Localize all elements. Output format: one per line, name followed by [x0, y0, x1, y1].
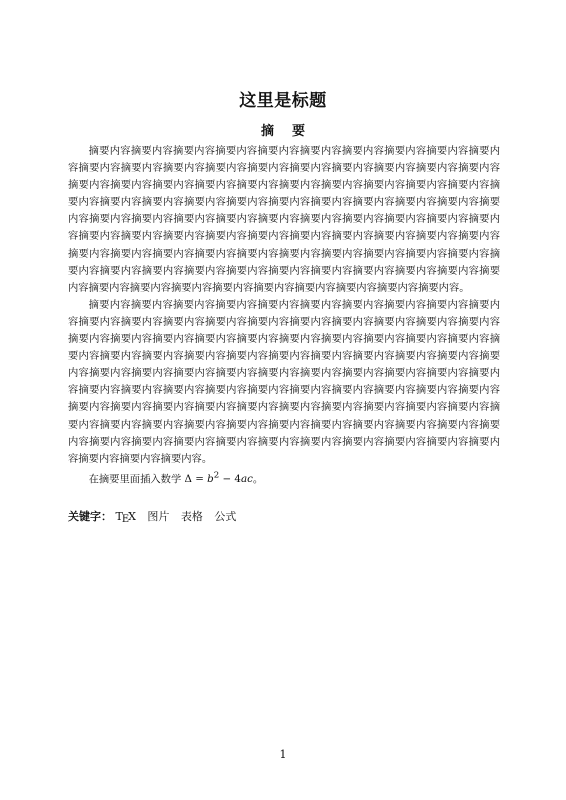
abstract-body	[68, 143, 500, 488]
math-b: b	[207, 473, 214, 486]
keyword-item: 公式	[214, 510, 237, 523]
abstract-paragraph-1: 摘要内容摘要内容摘要内容摘要内容摘要内容摘要内容摘要内容摘要内容摘要内容摘要内容摘要内容摘要内容摘要内容摘要内容摘要内容摘要内容摘要内容摘要内容摘要内容摘要内容摘要内容摘要内容摘要内容摘要内容摘要内容摘要内容摘要内容摘要内容摘要内容摘要内容摘要内容摘要内容摘要内容摘要内容摘要内容摘要内容摘要内容摘要内容摘要内容摘要内容摘要内容摘要内容摘要内容摘要内容摘要内容摘要内容摘要内容摘要内容摘要内容摘要内容摘要内容摘要内容摘要内容摘要内容摘要内容摘要内容摘要内容摘要内容摘要内容摘要内容摘要内容摘要内容摘要内容摘要内容摘要内容摘要内容摘要内容摘要内容摘要内容摘要内容摘要内容摘要内容摘要内容摘要内容摘要内容摘要内容摘要内容摘要内容摘要内容摘要内容摘要内容摘要内容摘要内容摘要内容摘要内容摘要内容摘要内容摘要内容摘要内容摘要内容摘要内容。	[68, 145, 500, 294]
math-sentence	[68, 468, 500, 489]
tex-e: E	[121, 514, 130, 525]
abstract-paragraph-2: 摘要内容摘要内容摘要内容摘要内容摘要内容摘要内容摘要内容摘要内容摘要内容摘要内容摘要内容摘要内容摘要内容摘要内容摘要内容摘要内容摘要内容摘要内容摘要内容摘要内容摘要内容摘要内容摘要内容摘要内容摘要内容摘要内容摘要内容摘要内容摘要内容摘要内容摘要内容摘要内容摘要内容摘要内容摘要内容摘要内容摘要内容摘要内容摘要内容摘要内容摘要内容摘要内容摘要内容摘要内容摘要内容摘要内容摘要内容摘要内容摘要内容摘要内容摘要内容摘要内容摘要内容摘要内容摘要内容摘要内容摘要内容摘要内容摘要内容摘要内容摘要内容摘要内容摘要内容摘要内容摘要内容摘要内容摘要内容摘要内容摘要内容摘要内容摘要内容摘要内容摘要内容摘要内容摘要内容摘要内容摘要内容摘要内容摘要内容摘要内容摘要内容摘要内容摘要内容摘要内容摘要内容摘要内容摘要内容摘要内容摘要内容摘要内容摘要内容摘要内容摘要内容摘要内容摘要内容。	[68, 298, 500, 465]
keyword-tex	[116, 510, 136, 523]
keywords-line	[68, 508, 500, 524]
keyword-item: 图片	[147, 510, 170, 523]
math-exponent: 2	[213, 470, 220, 481]
document-title: 这里是标题	[239, 91, 327, 111]
tex-t: T	[115, 510, 123, 523]
math-equals: =	[191, 473, 208, 486]
math-formula	[184, 470, 253, 486]
math-delta: Δ	[184, 473, 192, 486]
math-sentence-prefix: 在摘要里面插入数学	[88, 473, 182, 486]
math-c: c	[247, 473, 253, 486]
math-a: a	[240, 473, 248, 486]
page-number: 1	[279, 748, 287, 761]
math-sentence-suffix: 。	[252, 473, 264, 486]
tex-x: X	[128, 510, 136, 523]
keywords-label: 关键字：	[68, 510, 112, 523]
keyword-item: 表格	[180, 510, 203, 523]
math-minus: − 4	[219, 473, 241, 486]
abstract-heading: 摘要	[260, 124, 323, 139]
